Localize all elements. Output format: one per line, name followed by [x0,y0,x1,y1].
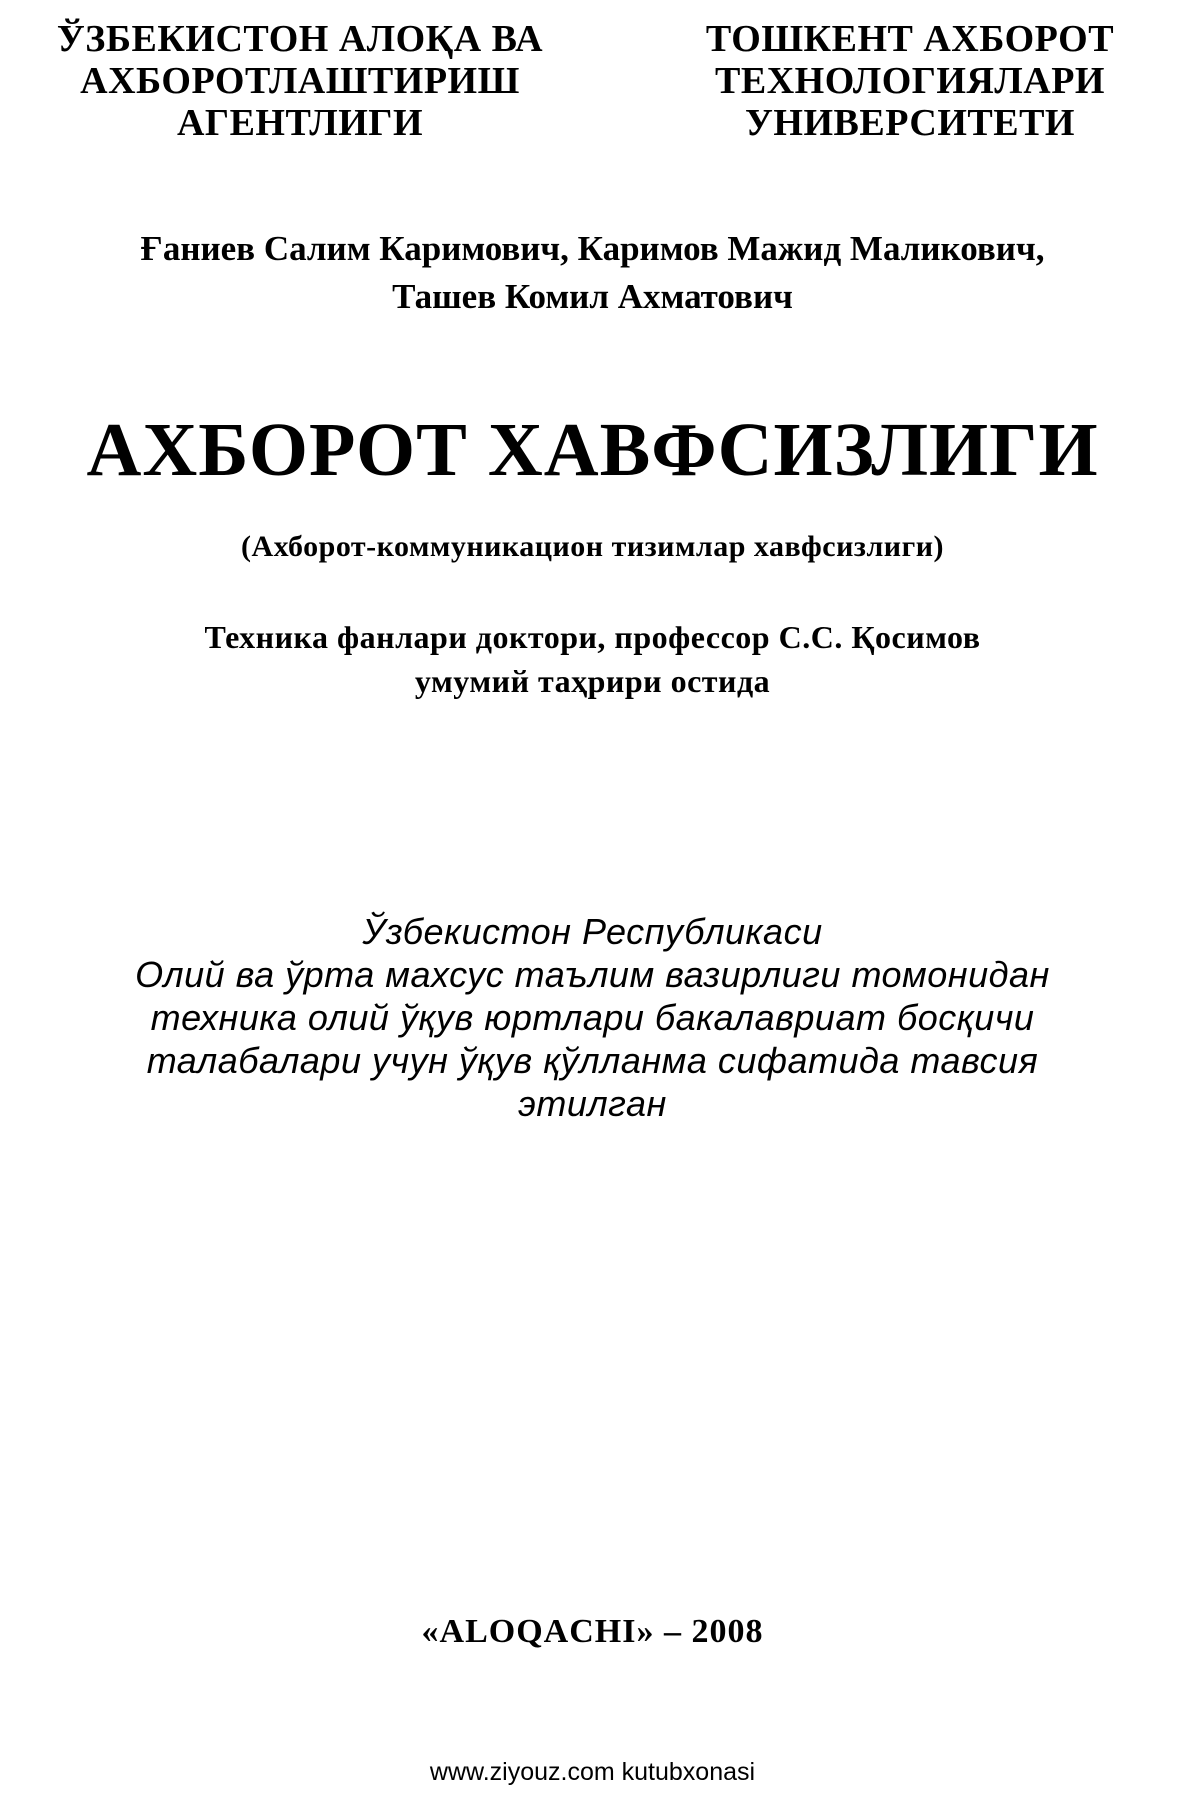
approval-line: этилган [518,1083,667,1124]
authors-line: Ташев Комил Ахматович [392,277,793,316]
institution-left-line: ЎЗБЕКИСТОН АЛОҚА ВА [56,18,544,60]
watermark: www.ziyouz.com kutubxonasi [429,1758,756,1786]
institution-right-line: ТЕХНОЛОГИЯЛАРИ [715,60,1105,102]
institution-right [660,18,1160,144]
book-title: АХБОРОТ ХАВФСИЗЛИГИ [86,408,1099,492]
editor-line: Техника фанлари доктори, профессор С.С. Қосимов [204,619,981,655]
approval-note [60,910,1125,1125]
editor-note [60,615,1125,703]
book-subtitle: (Ахборот-коммуникацион тизимлар хавфсизлиги) [241,530,944,563]
editor-line: умумий таҳрири остида [414,663,771,699]
approval-line: талабалари учун ўқув қўлланма сифатида тавсия [146,1040,1039,1081]
approval-line: Олий ва ўрта махсус таълим вазирлиги томонидан [135,954,1050,995]
institution-left-line: АГЕНТЛИГИ [176,102,424,144]
authors [60,225,1125,321]
publisher-year: «ALOQACHI» – 2008 [421,1613,764,1650]
authors-line: Ғаниев Салим Каримович, Каримов Мажид Маликович, [140,229,1045,268]
institution-left-line: АХБОРОТЛАШТИРИШ [80,60,520,102]
institution-right-line: ТОШКЕНТ АХБОРОТ [705,18,1115,60]
institution-right-line: УНИВЕРСИТЕТИ [745,102,1075,144]
institution-left [40,18,560,144]
approval-line: Ўзбекистон Республикаси [362,911,823,952]
approval-line: техника олий ўқув юртлари бакалавриат босқичи [150,997,1035,1038]
